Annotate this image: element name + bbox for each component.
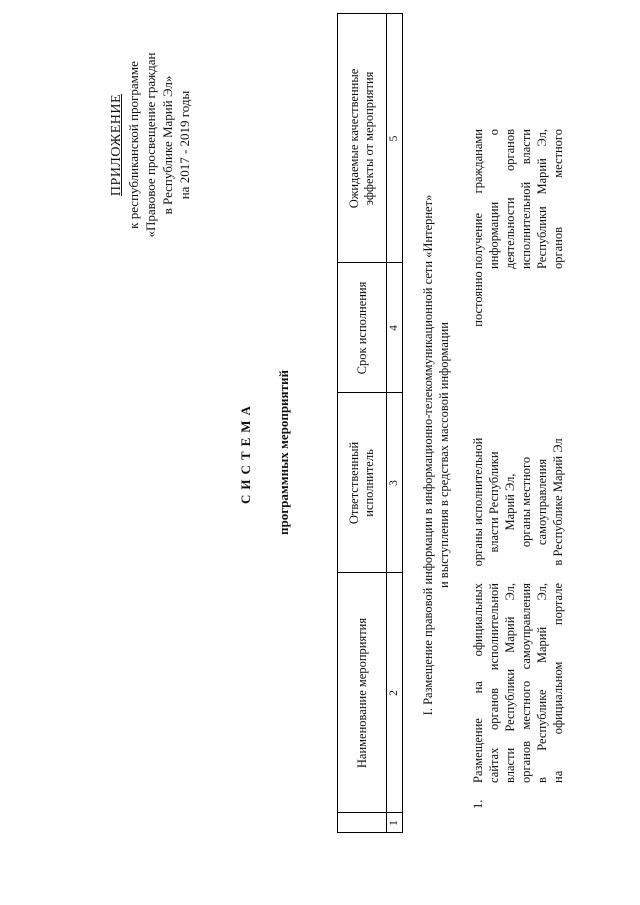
cell-line: самоуправления xyxy=(535,458,549,546)
cell-line: Республики Марий Эл, xyxy=(535,129,549,269)
header-effects: Ожидаемые качественные эффекты от мероприятия xyxy=(347,68,376,209)
system-subtitle: программных мероприятий xyxy=(276,370,291,535)
appendix-header xyxy=(108,20,193,270)
term-cell: постоянно xyxy=(471,271,485,327)
cell-line: органов местного xyxy=(551,129,565,269)
cell-line: Размещение на официальных xyxy=(471,583,485,783)
cell-line: власти Республики Марий Эл, xyxy=(503,583,517,783)
cell-line: исполнительной власти xyxy=(519,129,533,269)
cell-line: сайтах органов исполнительной xyxy=(487,583,501,783)
cell-line: информации о xyxy=(487,129,501,269)
cell-line: получение гражданами xyxy=(471,129,485,269)
column-number: 5 xyxy=(388,135,400,142)
appendix-title: ПРИЛОЖЕНИЕ xyxy=(109,93,124,197)
appendix-line: к республиканской программе xyxy=(126,61,141,229)
cell-line: органов местного самоуправления xyxy=(519,583,533,783)
cell-line: в Республике Марий Эл, xyxy=(535,583,549,783)
appendix-line: в Республике Марий Эл» xyxy=(160,75,175,215)
section-heading xyxy=(420,95,452,815)
appendix-line: «Правовое просвещение граждан xyxy=(143,52,158,238)
column-number: 2 xyxy=(388,690,400,696)
cell-line: деятельности органов xyxy=(503,129,517,269)
system-title: СИСТЕМА xyxy=(238,401,253,504)
section-heading-line: I. Размещение правовой информации в информационно-телекоммуникационной сети «Интернет» xyxy=(421,194,435,716)
cell-line: органы исполнительной xyxy=(471,437,485,567)
cell-line: на официальном портале xyxy=(551,583,565,783)
header-responsible: Ответственный исполнитель xyxy=(347,441,376,525)
measures-table-header xyxy=(337,13,403,833)
cell-line: власти Республики xyxy=(487,451,501,553)
responsible-cell xyxy=(470,421,566,583)
section-heading-line: и выступления в средствах массовой информации xyxy=(437,322,451,589)
cell-line: Марий Эл, xyxy=(503,473,517,531)
header-term: Срок исполнения xyxy=(354,281,369,375)
header-measure-name: Наименование мероприятия xyxy=(354,617,369,769)
appendix-line: на 2017 - 2019 годы xyxy=(177,90,192,200)
cell-line: в Республике Марий Эл xyxy=(551,438,565,566)
cell-line: органы местного xyxy=(519,456,533,548)
row-number: 1. xyxy=(471,799,485,809)
column-number: 4 xyxy=(388,325,400,331)
effects-cell xyxy=(470,129,566,269)
column-number: 1 xyxy=(388,820,400,826)
measure-name-cell xyxy=(470,583,566,783)
column-number: 3 xyxy=(388,480,400,486)
